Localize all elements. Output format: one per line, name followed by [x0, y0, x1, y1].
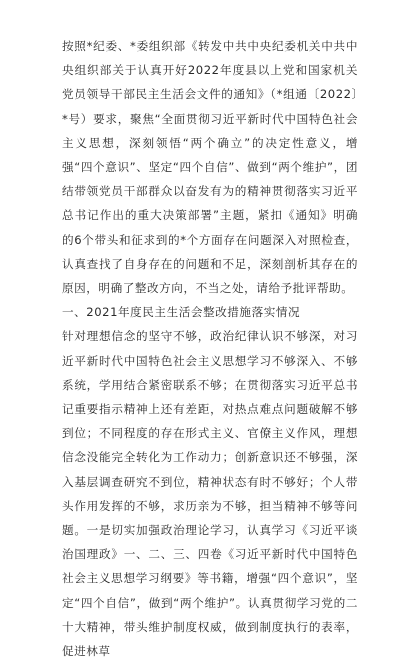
section-paragraph: 针对理想信念的坚守不够，政治纪律认识不够深，对习近平新时代中国特色社会主义思想学习不够深入、不够系统，学用结合紧密联系不够；在贯彻落实习近平总书记重要指示精神上还有差距，对热点难点问题破解不够到位；不同程度的存在形式主义、官僚主义作风，理想信念没能完全转化为工作动力；创新意识还不够强，深入基层调查研究不到位，精神状态有时不够好；个人带头作用发挥的不够，求历亲为不够，担当精神不够等问题。一是切实加强政治理论学习，认真学习《习近平谈治国理政》一、二、三、四卷《习近平新时代中国特色社会主义思想学习纲要》等书籍，增强“四个意识”，坚定“四个自信”，做到“两个维护”。认真贯彻学习党的二十大精神，带头维护制度权威，做到制度执行的表率，促进林草 — [62, 329, 358, 659]
intro-paragraph: 按照*纪委、*委组织部《转发中共中央纪委机关中共中央组织部关于认真开好2022年度县以上党和国家机关党员领导干部民主生活会文件的通知》（*组通〔2022〕*号）要求，聚焦“全面贯彻习近平新时代中国特色社会主义思想，深刻领悟“两个确立”的决定性意义，增强“四个意识”、坚定“四个自信”、做到“两个维护”，团结带领党员干部群众以奋发有为的精神贯彻落实习近平总书记作出的重大决策部署”主题，紧扣《通知》明确的6个带头和征求到的*个方面存在问题深入对照检查，认真查找了自身存在的问题和不足，深刻剖析其存在的原因，明确了整改方向，不当之处，请给予批评帮助。 — [62, 39, 358, 296]
document-body — [62, 34, 358, 663]
section-heading: 一、2021年度民主生活会整改措施落实情况 — [62, 305, 301, 320]
